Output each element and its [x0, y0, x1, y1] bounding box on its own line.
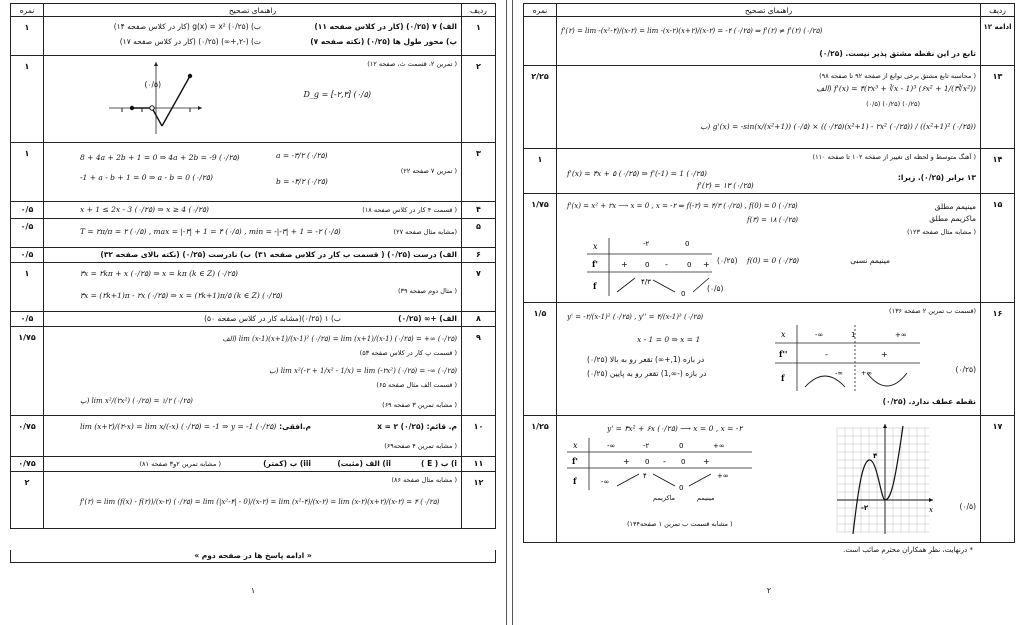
row-content [43, 202, 461, 218]
row-score: ۱/۷۵ [18, 333, 36, 342]
concavity-down: در بازه (-∞,1) تقعر رو به پایین (۰/۲۵) [587, 369, 707, 378]
row-number: ۱۵ [980, 194, 1014, 302]
table-row [524, 303, 1014, 416]
page-1 [0, 0, 507, 625]
sign-table-x-value: -∞ [607, 442, 616, 450]
sign-table-x-value: -۲ [643, 442, 650, 450]
sign-table-x-value: +∞ [895, 331, 907, 339]
svg-text:۴: ۴ [873, 452, 878, 460]
minimum-label: مینیمم [697, 494, 715, 502]
solution-b: b = -۳/۲ (۰/۲۵) [276, 177, 328, 186]
row-number: ۲ [461, 56, 495, 142]
answer-table-page-1 [10, 3, 496, 529]
table-row [11, 219, 495, 248]
answer-line: ب) نادرست (۰/۲۵) (نکته بالای صفحه ۳۲) [100, 250, 251, 259]
equation: T = ۲π/π = ۲ (۰/۵) , max = |-۳| + 1 = ۴ (۰/۵) , min = -|-۳| + 1 = -۲ (۰/۵) [80, 227, 341, 236]
answer-line: الف) +∞ (۰/۲۵) [398, 314, 457, 323]
reference-note: ( مشابه تمرین ۲و۳ صفحه ۸۱) [139, 460, 221, 468]
row-score: ۰/۵ [20, 314, 34, 323]
row-content [43, 143, 461, 201]
score-mark: (۰/۵) [707, 284, 724, 293]
row-number: ۱ [461, 17, 495, 55]
reference-note: ( مشابه مثال صفحه ۱۲۳) [906, 228, 976, 236]
row-number: ۱۰ [461, 416, 495, 456]
row-score: ۰/۷۵ [18, 459, 36, 468]
row-score: ۰/۵ [20, 222, 34, 231]
sign-table-second-derivative-sign: + [881, 350, 888, 359]
row-number: ۵ [461, 219, 495, 247]
reference-note: ( محاسبه تابع مشتق برخی توابع از صفحه ۹۲ تا صفحه ۹۸) [819, 72, 976, 80]
reference-note: (قسمت ب تمرین ۲ صفحه ۱۳۶) [889, 307, 976, 315]
sign-table-function-value: ۴ [643, 472, 647, 480]
equation: ۳x = ۲kπ + x (۰/۲۵) ⇒ x = kπ (k ∈ Z) (۰/۲۵) [80, 269, 238, 278]
table-row [524, 17, 1014, 66]
score-mark: (۰/۲۵) [955, 365, 976, 374]
derivatives: y' = -۲/(x-1)² (۰/۲۵) , y'' = ۴/(x-1)³ (۰/۲۵) [567, 313, 704, 321]
table-row [524, 416, 1014, 542]
sign-table-derivative-sign: 0 [681, 458, 686, 466]
answer-line: الف) درست (۰/۲۵) ( قسمت ب کار در کلاس صفحه ۳۱) [254, 250, 457, 259]
equation: ۳x = (۲k+1)π - ۲x (۰/۲۵) ⇒ x = (۲k+1)π/۵ (k ∈ Z) (۰/۲۵) [80, 291, 283, 300]
page-number: ۲ [766, 586, 772, 595]
row-content [556, 416, 980, 542]
row-score: ۱/۵ [533, 309, 547, 318]
header-title: راهنمای تصحیح [556, 4, 980, 16]
row-score: ۱ [24, 23, 30, 32]
concavity-up: در بازه (1,+∞) تقعر رو به بالا (۰/۲۵) [587, 355, 705, 364]
sign-table-derivative-sign: + [621, 260, 628, 269]
limit-a: الف) lim (x-1)(x+1)/(x-1)² (۰/۲۵) = lim (x+1)/(x-1) (۰/۲۵) = +∞ (۰/۲۵) [222, 335, 457, 343]
derivative-roots: y' = ۳x² + ۶x (۰/۲۵) ⟶ x = 0 , x = -۲ [607, 424, 743, 433]
vertical-asymptote: م. قائم: x = ۲ (۰/۲۵) [377, 422, 457, 431]
table-row [524, 149, 1014, 194]
sign-table-x-value: 0 [685, 240, 690, 248]
reference-note: (مشابه مثال صفحه ۲۷) [393, 228, 457, 236]
table-row [11, 143, 495, 202]
score-marks: (۰/۲۵) (۰/۲۵) (۰/۵) [866, 100, 920, 108]
row-score: ۰/۵ [20, 250, 34, 259]
derivative-equation: f'(۲) = lim (f(x) - f(۲))/(x-۲) (۰/۲۵) = lim (|x²-۴| - 0)/(x-۲) = lim (x²-۴)/(x-۲) = lim (x-۲)(x+۲)/(x-۲) = ۴ (۰/۲۵) [80, 498, 440, 506]
table-row [11, 202, 495, 219]
sign-table-derivative-sign: - [663, 457, 666, 466]
score-mark: (۰/۲۵) [717, 256, 738, 265]
absolute-max-label: ماکزیمم مطلق [929, 214, 976, 223]
header-row-label: ردیف [461, 4, 495, 16]
answer-line: i) ب ( E ) [421, 459, 457, 468]
sign-table-16 [775, 321, 925, 393]
header-score-label: نمره [19, 6, 35, 15]
svg-text:-۲: -۲ [861, 504, 869, 512]
row-content [43, 416, 461, 456]
answer-line: ت) (-۲,+∞) (۰/۲۵) (کار در کلاس صفحه ۱۷) [119, 37, 261, 46]
answer-line: D_g = [-۲,۳] (۰/۵) [303, 90, 371, 99]
horizontal-asymptote-label: م.افقی: [279, 422, 311, 431]
sign-table-derivative-sign: 0 [687, 261, 692, 269]
table-row [11, 263, 495, 312]
table-row [11, 17, 495, 56]
conclusion: تابع در این نقطه مشتق پذیر نیست. (۰/۲۵) [819, 49, 976, 58]
row-score: ۰/۵ [20, 205, 34, 214]
sign-table-x-value: 0 [679, 442, 684, 450]
answer-line: ب) ۱ (۰/۲۵)(مشابه کار در کلاس صفحه ۵۰) [204, 314, 341, 323]
svg-text:x: x [781, 330, 786, 339]
derivative-a: الف) f'(x) = ۴(۲x³ + ∛x - 1)³ (۶x² + 1/(۳∛x²)) [816, 84, 976, 93]
header-score-label: نمره [532, 6, 548, 15]
piecewise-graph [104, 60, 204, 138]
row-content [556, 149, 980, 193]
derivative-equation: f'(۲) = lim -(x²-۴)/(x-۲) = lim -(x-۲)(x+۲)/(x-۲) = -۴ (۰/۲۵) ⇒ f'(۲) ≠ f'(۲) (۰/۲۵) [561, 27, 823, 35]
table-row [11, 416, 495, 457]
sign-table-second-derivative-sign: - [825, 350, 828, 359]
equation: x + 1 ≤ 2x - 3 (۰/۲۵) ⇒ x ≥ 4 (۰/۲۵) [80, 205, 209, 214]
absolute-min-label: مینیمم مطلق [934, 202, 976, 211]
relative-min-value: f(0) = 0 (۰/۲۵) [747, 256, 800, 265]
svg-text:f: f [593, 281, 597, 291]
table-row [11, 472, 495, 528]
limit-equation: lim (x+۲)/(۲-x) = lim x/(-x) (۰/۲۵) = -1 ⇒ y = -1 (۰/۲۵) [80, 422, 277, 431]
row-number: ۹ [461, 327, 495, 415]
limit-c: پ) lim x²/(۲x²) (۰/۲۵) = ۱/۲ (۰/۲۵) [80, 397, 193, 405]
reference-note: ( مشابه تمرین ۳ صفحه ۶۹) [382, 401, 457, 409]
answer-line: الف) ۷ (۰/۲۵) (کار در کلاس صفحه ۱۱) [314, 22, 457, 31]
row-number: ۱۲ [461, 472, 495, 528]
row-content [556, 66, 980, 148]
table-row [11, 312, 495, 327]
row-content [43, 457, 461, 471]
row-content [556, 303, 980, 415]
row-score: ۲/۲۵ [531, 72, 549, 81]
row-content [556, 194, 980, 302]
table-row [524, 194, 1014, 303]
sign-table-derivative-sign: + [703, 457, 710, 466]
svg-text:x: x [929, 506, 933, 514]
row-number: ۱۶ [980, 303, 1014, 415]
reference-note: ( تمرین ۷ صفحه ۲۲) [400, 167, 457, 175]
row-number: ۱۷ [980, 416, 1014, 542]
answer-line: iii) ب (کمتر) [263, 459, 311, 468]
sign-table-function-value: +∞ [861, 369, 872, 377]
equation: 8 + 4a + 2b + 1 = 0 ⇒ 4a + 2b = -9 (۰/۲۵) [80, 153, 240, 162]
endpoint-value: f(۳) = ۱۸ (۰/۲۵) [747, 216, 798, 224]
row-number: ۱۴ [980, 149, 1014, 193]
no-inflection-note: نقطه عطف ندارد. (۰/۲۵) [882, 397, 976, 406]
sign-table-x-value: -۲ [643, 240, 650, 248]
limit-b: ب) lim x²(-۲ + 1/x² - 1/x) = lim (-۲x²) (۰/۲۵) = -∞ (۰/۲۵) [269, 367, 457, 375]
reference-note: ( آهنگ متوسط و لحظه ای تغییر از صفحه ۱۰۲ تا صفحه ۱۱۰) [812, 153, 976, 161]
row-content [43, 472, 461, 528]
row-score: ۰/۷۵ [18, 422, 36, 431]
row-score: ۱/۷۵ [531, 200, 549, 209]
answer-line: ii) الف (مثبت) [337, 459, 391, 468]
row-content [43, 17, 461, 55]
relative-min-label: مینیمم نسبی [850, 256, 890, 265]
sign-table-function-value: 0 [679, 484, 684, 492]
row-score: ۱/۲۵ [531, 422, 549, 431]
equation: f'(x) = ۴x + ۵ (۰/۲۵) ⇒ f'(-1) = 1 (۰/۲۵) [567, 169, 707, 178]
svg-text:f': f' [592, 259, 598, 269]
sign-table-derivative-sign: 0 [645, 261, 650, 269]
row-number: ۴ [461, 202, 495, 218]
derivative-b: ب) g'(x) = -sin(x/(x²+1)) (۰/۵) × ((۰/۲۵)(x²+1) - ۲x² (۰/۲۵)) / ((x²+1)² (۰/۲۵)) [700, 122, 976, 131]
cubic-function-graph [833, 422, 937, 536]
row-content [43, 312, 461, 326]
row-score: ۲ [24, 478, 30, 487]
maximum-label: ماکزیمم [653, 494, 676, 502]
score-mark: (۰/۵) [959, 502, 976, 511]
sign-table-function-value: -∞ [835, 369, 843, 377]
svg-text:f': f' [572, 456, 578, 466]
sign-table-function-value: ۴/۳ [641, 278, 651, 286]
sign-table-function-value: +∞ [717, 472, 729, 480]
sign-table-function-value: -∞ [601, 478, 610, 486]
svg-text:f'': f'' [779, 349, 788, 359]
row-content [43, 248, 461, 262]
row-content [43, 56, 461, 142]
answer-table-page-2 [523, 3, 1015, 543]
solution-a: a = -۳/۲ (۰/۲۵) [276, 151, 328, 160]
table-row [11, 457, 495, 472]
reference-note: ( مشابه مثال صفحه ۸۶) [391, 476, 457, 484]
row-number: ادامه ۱۲ [980, 17, 1014, 65]
row-score: ۱ [24, 269, 30, 278]
answer-line: ب) g(x) = x² (۰/۲۵) (کار در کلاس صفحه ۱۴) [113, 22, 261, 31]
sign-table-x-value: +∞ [713, 442, 725, 450]
equation: f'(۲) = ۱۳ (۰/۲۵) [697, 181, 754, 190]
answer-line: پ) محور طول ها (۰/۲۵) (نکته صفحه ۷) [310, 37, 457, 46]
row-content [43, 219, 461, 247]
table-row [11, 248, 495, 263]
svg-text:f: f [781, 373, 785, 383]
header-row-label: ردیف [980, 4, 1014, 16]
sign-table-17 [567, 436, 757, 492]
reference-note: ( مثال دوم صفحه ۳۹) [397, 287, 457, 295]
row-score [524, 17, 556, 65]
sign-table-derivative-sign: + [623, 457, 630, 466]
row-score: ۱ [537, 155, 543, 164]
reference-note: ( قسمت پ کار در کلاس صفحه ۵۳) [359, 349, 457, 357]
row-content [556, 17, 980, 65]
row-content [43, 327, 461, 415]
sign-table-x-value: 1 [851, 331, 856, 339]
row-content [43, 263, 461, 311]
sign-table-derivative-sign: 0 [645, 458, 650, 466]
page-number: ۱ [250, 586, 256, 595]
page-2 [512, 0, 1024, 625]
sign-table-derivative-sign: + [703, 260, 710, 269]
sign-table-derivative-sign: - [665, 260, 668, 269]
reference-note: ( قسمت الف مثال صفحه ۶۵) [376, 381, 457, 389]
score-mark: (۰/۵) [144, 80, 161, 89]
table-header [11, 4, 495, 17]
sign-table-15 [587, 234, 717, 298]
reference-note: ( مشابه قسمت ب تمرین ۱ صفحه۱۴۴) [627, 520, 733, 528]
row-number: ۷ [461, 263, 495, 311]
row-score: ۱ [24, 62, 30, 71]
root: x - 1 = 0 ⇒ x = 1 [637, 335, 701, 344]
header-title: راهنمای تصحیح [43, 4, 461, 16]
table-row [11, 327, 495, 416]
svg-text:x: x [573, 441, 578, 450]
table-row [11, 56, 495, 143]
critical-points: f'(x) = x² + ۲x ⟶ x = 0 , x = -۲ ⇒ f(-۲) = ۴/۳ (۰/۲۵) , f(0) = 0 (۰/۲۵) [567, 202, 798, 210]
row-number: ۳ [461, 143, 495, 201]
equation: -1 + a - b + 1 = 0 ⇒ a - b = 0 (۰/۲۵) [80, 173, 213, 182]
row-number: ۶ [461, 248, 495, 262]
table-header [524, 4, 1014, 17]
final-note: * درنهایت، نظر همکاران محترم صائب است. [843, 546, 973, 554]
continued-note: « ادامه پاسخ ها در صفحه دوم » [10, 550, 496, 563]
svg-text:x: x [593, 242, 598, 251]
sign-table-function-value: 0 [681, 290, 686, 298]
reference-note: ( تمرین ۲، قسمت ث، صفحه ۱۲) [367, 60, 457, 68]
sign-table-x-value: -∞ [815, 331, 824, 339]
answer-line: ۱۳ برابر (۰/۲۵). زیرا: [897, 173, 976, 182]
table-row [524, 66, 1014, 149]
row-number: ۱۳ [980, 66, 1014, 148]
reference-note: ( مشابه تمرین ۴ صفحه۶۹) [384, 442, 457, 450]
row-score: ۱ [24, 149, 30, 158]
svg-text:f: f [573, 476, 577, 486]
row-number: ۱۱ [461, 457, 495, 471]
row-number: ۸ [461, 312, 495, 326]
reference-note: ( قسمت ۴ کار در کلاس صفحه ۱۸) [362, 206, 457, 214]
